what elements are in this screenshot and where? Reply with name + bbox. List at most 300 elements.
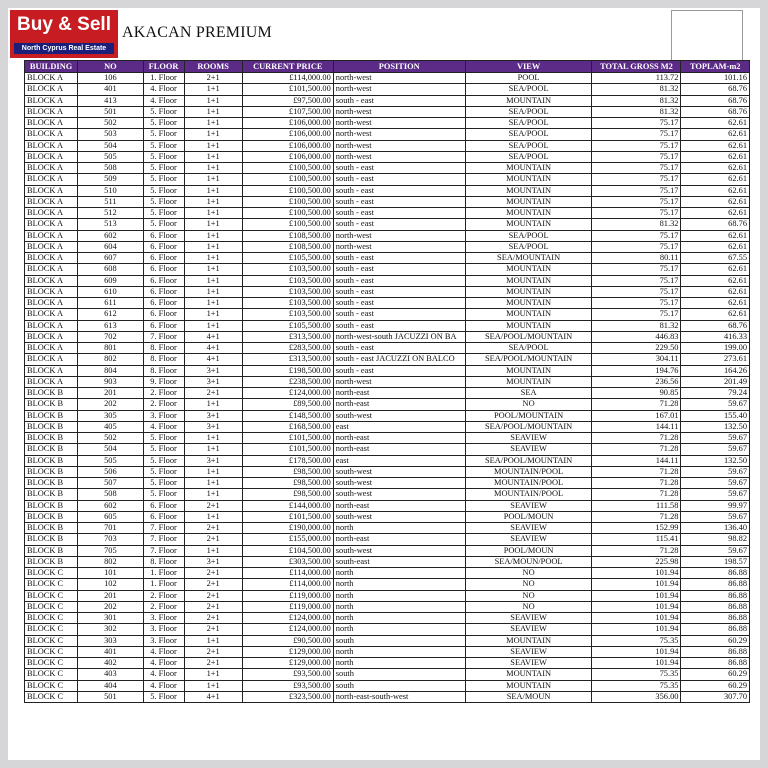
cell-building: BLOCK B [25, 444, 78, 455]
cell-no: 705 [78, 545, 143, 556]
cell-view: NO [465, 601, 592, 612]
cell-gross-m2: 101.94 [592, 613, 681, 624]
cell-no: 602 [78, 230, 143, 241]
cell-position: north [333, 523, 465, 534]
cell-toplam-m2: 62.61 [681, 230, 750, 241]
cell-no: 801 [78, 343, 143, 354]
cell-position: north-west [333, 73, 465, 84]
cell-floor: 7. Floor [143, 523, 184, 534]
cell-rooms: 3+1 [184, 376, 242, 387]
cell-floor: 1. Floor [143, 568, 184, 579]
cell-toplam-m2: 164.26 [681, 365, 750, 376]
cell-toplam-m2: 68.76 [681, 106, 750, 117]
cell-building: BLOCK C [25, 680, 78, 691]
cell-toplam-m2: 86.88 [681, 568, 750, 579]
cell-rooms: 1+1 [184, 241, 242, 252]
cell-no: 505 [78, 151, 143, 162]
cell-toplam-m2: 59.67 [681, 399, 750, 410]
cell-view: POOL/MOUNTAIN [465, 410, 592, 421]
cell-toplam-m2: 62.61 [681, 140, 750, 151]
cell-building: BLOCK C [25, 590, 78, 601]
cell-position: south - east JACUZZI ON BALCO [333, 354, 465, 365]
cell-price: £148,500.00 [242, 410, 333, 421]
cell-toplam-m2: 201.49 [681, 376, 750, 387]
cell-building: BLOCK B [25, 545, 78, 556]
cell-floor: 5. Floor [143, 691, 184, 702]
cell-floor: 5. Floor [143, 163, 184, 174]
cell-position: north [333, 613, 465, 624]
cell-building: BLOCK C [25, 669, 78, 680]
cell-gross-m2: 71.28 [592, 399, 681, 410]
cell-toplam-m2: 86.88 [681, 658, 750, 669]
cell-no: 802 [78, 556, 143, 567]
cell-price: £101,500.00 [242, 433, 333, 444]
cell-rooms: 3+1 [184, 365, 242, 376]
cell-view: MOUNTAIN/POOL [465, 466, 592, 477]
cell-rooms: 1+1 [184, 151, 242, 162]
cell-gross-m2: 80.11 [592, 253, 681, 264]
cell-no: 404 [78, 680, 143, 691]
column-header-floor: FLOOR [143, 61, 184, 73]
cell-floor: 6. Floor [143, 241, 184, 252]
cell-price: £98,500.00 [242, 466, 333, 477]
cell-no: 702 [78, 331, 143, 342]
cell-price: £100,500.00 [242, 174, 333, 185]
cell-building: BLOCK A [25, 286, 78, 297]
cell-gross-m2: 113.72 [592, 73, 681, 84]
cell-gross-m2: 71.28 [592, 545, 681, 556]
cell-toplam-m2: 59.67 [681, 444, 750, 455]
cell-position: south - east [333, 286, 465, 297]
cell-floor: 5. Floor [143, 129, 184, 140]
cell-position: south - east [333, 264, 465, 275]
cell-toplam-m2: 67.55 [681, 253, 750, 264]
cell-view: SEA/POOL [465, 241, 592, 252]
cell-rooms: 2+1 [184, 646, 242, 657]
cell-position: south [333, 669, 465, 680]
cell-floor: 8. Floor [143, 343, 184, 354]
cell-floor: 8. Floor [143, 365, 184, 376]
cell-toplam-m2: 136.40 [681, 523, 750, 534]
cell-rooms: 1+1 [184, 309, 242, 320]
cell-toplam-m2: 59.67 [681, 545, 750, 556]
table-row [25, 241, 750, 252]
table-row [25, 635, 750, 646]
cell-rooms: 4+1 [184, 354, 242, 365]
cell-position: south-west [333, 489, 465, 500]
cell-floor: 1. Floor [143, 73, 184, 84]
cell-gross-m2: 75.17 [592, 298, 681, 309]
cell-floor: 6. Floor [143, 320, 184, 331]
cell-building: BLOCK A [25, 106, 78, 117]
cell-position: north-west [333, 376, 465, 387]
cell-toplam-m2: 99.97 [681, 500, 750, 511]
cell-rooms: 1+1 [184, 230, 242, 241]
cell-no: 513 [78, 219, 143, 230]
cell-position: north-west [333, 230, 465, 241]
cell-toplam-m2: 307.70 [681, 691, 750, 702]
cell-floor: 4. Floor [143, 84, 184, 95]
cell-price: £97,500.00 [242, 95, 333, 106]
cell-price: £313,500.00 [242, 354, 333, 365]
cell-toplam-m2: 199.00 [681, 343, 750, 354]
cell-view: MOUNTAIN [465, 376, 592, 387]
cell-floor: 4. Floor [143, 421, 184, 432]
cell-gross-m2: 75.17 [592, 174, 681, 185]
cell-toplam-m2: 62.61 [681, 241, 750, 252]
table-row [25, 309, 750, 320]
cell-view: POOL/MOUN [465, 545, 592, 556]
cell-position: south - east [333, 320, 465, 331]
cell-price: £103,500.00 [242, 275, 333, 286]
cell-view: SEA/POOL [465, 343, 592, 354]
cell-view: SEAVIEW [465, 433, 592, 444]
cell-position: north [333, 568, 465, 579]
cell-view: POOL [465, 73, 592, 84]
cell-gross-m2: 194.76 [592, 365, 681, 376]
cell-price: £100,500.00 [242, 208, 333, 219]
cell-floor: 4. Floor [143, 95, 184, 106]
cell-gross-m2: 71.28 [592, 478, 681, 489]
cell-gross-m2: 75.17 [592, 309, 681, 320]
cell-toplam-m2: 59.67 [681, 433, 750, 444]
cell-building: BLOCK B [25, 500, 78, 511]
logo-tagline: North Cyprus Real Estate [14, 43, 114, 54]
cell-view: SEAVIEW [465, 523, 592, 534]
cell-view: MOUNTAIN/POOL [465, 478, 592, 489]
cell-building: BLOCK B [25, 478, 78, 489]
table-row [25, 658, 750, 669]
cell-floor: 3. Floor [143, 624, 184, 635]
cell-floor: 2. Floor [143, 399, 184, 410]
cell-gross-m2: 152.99 [592, 523, 681, 534]
cell-building: BLOCK B [25, 399, 78, 410]
table-row [25, 410, 750, 421]
cell-no: 505 [78, 455, 143, 466]
cell-rooms: 2+1 [184, 523, 242, 534]
cell-toplam-m2: 86.88 [681, 579, 750, 590]
cell-position: north-west-south JACUZZI ON BA [333, 331, 465, 342]
cell-no: 604 [78, 241, 143, 252]
table-row [25, 219, 750, 230]
cell-no: 302 [78, 624, 143, 635]
cell-view: MOUNTAIN [465, 635, 592, 646]
cell-position: north [333, 646, 465, 657]
cell-view: MOUNTAIN [465, 309, 592, 320]
cell-no: 503 [78, 129, 143, 140]
cell-position: north-east [333, 444, 465, 455]
cell-position: south - east [333, 163, 465, 174]
cell-price: £106,000.00 [242, 140, 333, 151]
cell-view: SEA/MOUNTAIN [465, 253, 592, 264]
cell-toplam-m2: 86.88 [681, 601, 750, 612]
cell-toplam-m2: 59.67 [681, 466, 750, 477]
cell-view: SEAVIEW [465, 613, 592, 624]
table-row [25, 140, 750, 151]
cell-price: £104,500.00 [242, 545, 333, 556]
cell-no: 101 [78, 568, 143, 579]
cell-view: SEAVIEW [465, 444, 592, 455]
cell-price: £119,000.00 [242, 601, 333, 612]
cell-rooms: 1+1 [184, 511, 242, 522]
cell-toplam-m2: 79.24 [681, 388, 750, 399]
cell-floor: 5. Floor [143, 478, 184, 489]
cell-price: £144,000.00 [242, 500, 333, 511]
cell-view: NO [465, 579, 592, 590]
cell-toplam-m2: 101.16 [681, 73, 750, 84]
cell-position: north-west [333, 151, 465, 162]
cell-view: SEA/POOL [465, 84, 592, 95]
empty-corner-box [671, 10, 743, 62]
cell-no: 303 [78, 635, 143, 646]
cell-gross-m2: 81.32 [592, 95, 681, 106]
cell-rooms: 4+1 [184, 331, 242, 342]
table-row [25, 354, 750, 365]
cell-rooms: 1+1 [184, 635, 242, 646]
table-row [25, 151, 750, 162]
cell-no: 102 [78, 579, 143, 590]
cell-building: BLOCK A [25, 84, 78, 95]
cell-floor: 6. Floor [143, 264, 184, 275]
cell-rooms: 3+1 [184, 410, 242, 421]
cell-building: BLOCK A [25, 129, 78, 140]
cell-toplam-m2: 68.76 [681, 219, 750, 230]
cell-position: north-east [333, 500, 465, 511]
table-body [25, 73, 750, 703]
cell-rooms: 2+1 [184, 590, 242, 601]
cell-view: SEA [465, 388, 592, 399]
table-row [25, 343, 750, 354]
cell-no: 605 [78, 511, 143, 522]
cell-rooms: 1+1 [184, 478, 242, 489]
cell-position: south-west [333, 478, 465, 489]
cell-view: MOUNTAIN [465, 174, 592, 185]
cell-toplam-m2: 60.29 [681, 680, 750, 691]
cell-building: BLOCK B [25, 410, 78, 421]
cell-rooms: 1+1 [184, 466, 242, 477]
cell-floor: 3. Floor [143, 635, 184, 646]
cell-gross-m2: 115.41 [592, 534, 681, 545]
cell-floor: 5. Floor [143, 151, 184, 162]
cell-position: north [333, 658, 465, 669]
cell-price: £114,000.00 [242, 579, 333, 590]
cell-toplam-m2: 62.61 [681, 196, 750, 207]
cell-price: £178,500.00 [242, 455, 333, 466]
cell-view: SEA/MOUN [465, 691, 592, 702]
cell-rooms: 1+1 [184, 286, 242, 297]
cell-rooms: 1+1 [184, 433, 242, 444]
table-row [25, 286, 750, 297]
table-row [25, 84, 750, 95]
cell-price: £105,500.00 [242, 253, 333, 264]
cell-gross-m2: 144.11 [592, 455, 681, 466]
cell-building: BLOCK A [25, 253, 78, 264]
cell-gross-m2: 229.50 [592, 343, 681, 354]
table-row [25, 455, 750, 466]
cell-price: £98,500.00 [242, 478, 333, 489]
cell-gross-m2: 75.17 [592, 286, 681, 297]
cell-position: north-west [333, 106, 465, 117]
cell-floor: 4. Floor [143, 680, 184, 691]
cell-building: BLOCK A [25, 151, 78, 162]
column-header-rooms: ROOMS [184, 61, 242, 73]
cell-gross-m2: 75.17 [592, 275, 681, 286]
cell-view: SEA/POOL [465, 140, 592, 151]
cell-no: 202 [78, 601, 143, 612]
cell-building: BLOCK B [25, 556, 78, 567]
cell-floor: 9. Floor [143, 376, 184, 387]
cell-building: BLOCK A [25, 230, 78, 241]
cell-gross-m2: 90.85 [592, 388, 681, 399]
cell-toplam-m2: 62.61 [681, 298, 750, 309]
cell-gross-m2: 75.17 [592, 208, 681, 219]
cell-building: BLOCK C [25, 601, 78, 612]
table-row [25, 365, 750, 376]
cell-price: £103,500.00 [242, 286, 333, 297]
cell-gross-m2: 75.17 [592, 185, 681, 196]
table-row [25, 298, 750, 309]
cell-floor: 4. Floor [143, 669, 184, 680]
cell-building: BLOCK A [25, 320, 78, 331]
company-logo [10, 10, 118, 58]
cell-floor: 5. Floor [143, 444, 184, 455]
cell-view: SEAVIEW [465, 500, 592, 511]
cell-rooms: 4+1 [184, 691, 242, 702]
cell-position: south - east [333, 185, 465, 196]
cell-position: south - east [333, 196, 465, 207]
cell-rooms: 2+1 [184, 579, 242, 590]
cell-floor: 6. Floor [143, 511, 184, 522]
cell-position: east [333, 421, 465, 432]
cell-no: 501 [78, 691, 143, 702]
cell-no: 506 [78, 466, 143, 477]
cell-price: £108,500.00 [242, 230, 333, 241]
cell-view: SEA/POOL [465, 230, 592, 241]
table-row [25, 331, 750, 342]
cell-toplam-m2: 132.50 [681, 455, 750, 466]
cell-no: 602 [78, 500, 143, 511]
cell-price: £106,000.00 [242, 151, 333, 162]
cell-rooms: 1+1 [184, 545, 242, 556]
cell-building: BLOCK A [25, 196, 78, 207]
cell-rooms: 2+1 [184, 568, 242, 579]
cell-rooms: 1+1 [184, 264, 242, 275]
cell-no: 612 [78, 309, 143, 320]
cell-toplam-m2: 273.61 [681, 354, 750, 365]
cell-rooms: 2+1 [184, 534, 242, 545]
cell-building: BLOCK A [25, 298, 78, 309]
cell-gross-m2: 81.32 [592, 219, 681, 230]
cell-no: 202 [78, 399, 143, 410]
cell-floor: 1. Floor [143, 579, 184, 590]
cell-floor: 7. Floor [143, 331, 184, 342]
table-row [25, 680, 750, 691]
cell-no: 508 [78, 163, 143, 174]
table-row [25, 646, 750, 657]
cell-gross-m2: 75.35 [592, 635, 681, 646]
table-row [25, 399, 750, 410]
cell-building: BLOCK A [25, 241, 78, 252]
cell-position: south-west [333, 466, 465, 477]
column-header-toplam-m2: TOPLAM-m2 [681, 61, 750, 73]
cell-rooms: 4+1 [184, 343, 242, 354]
column-header-building: BUILDING [25, 61, 78, 73]
cell-gross-m2: 75.17 [592, 163, 681, 174]
cell-view: MOUNTAIN [465, 95, 592, 106]
cell-toplam-m2: 68.76 [681, 95, 750, 106]
cell-no: 609 [78, 275, 143, 286]
cell-floor: 6. Floor [143, 309, 184, 320]
cell-rooms: 1+1 [184, 84, 242, 95]
cell-gross-m2: 81.32 [592, 320, 681, 331]
cell-price: £124,000.00 [242, 624, 333, 635]
cell-toplam-m2: 86.88 [681, 624, 750, 635]
cell-price: £100,500.00 [242, 163, 333, 174]
cell-position: north-west [333, 84, 465, 95]
cell-price: £283,500.00 [242, 343, 333, 354]
table-row [25, 478, 750, 489]
column-header-position: POSITION [333, 61, 465, 73]
cell-price: £119,000.00 [242, 590, 333, 601]
cell-gross-m2: 71.28 [592, 511, 681, 522]
cell-view: MOUNTAIN [465, 185, 592, 196]
cell-building: BLOCK A [25, 264, 78, 275]
cell-position: south - east [333, 219, 465, 230]
cell-price: £101,500.00 [242, 444, 333, 455]
cell-toplam-m2: 62.61 [681, 208, 750, 219]
cell-rooms: 1+1 [184, 140, 242, 151]
cell-building: BLOCK B [25, 388, 78, 399]
cell-price: £124,000.00 [242, 388, 333, 399]
cell-toplam-m2: 62.61 [681, 264, 750, 275]
cell-floor: 5. Floor [143, 140, 184, 151]
table-row [25, 466, 750, 477]
cell-view: SEAVIEW [465, 624, 592, 635]
cell-gross-m2: 75.17 [592, 140, 681, 151]
table-row [25, 208, 750, 219]
cell-floor: 5. Floor [143, 118, 184, 129]
cell-price: £101,500.00 [242, 511, 333, 522]
cell-building: BLOCK A [25, 208, 78, 219]
cell-no: 507 [78, 478, 143, 489]
table-row [25, 613, 750, 624]
cell-building: BLOCK C [25, 568, 78, 579]
cell-price: £323,500.00 [242, 691, 333, 702]
table-row [25, 73, 750, 84]
cell-floor: 6. Floor [143, 253, 184, 264]
cell-rooms: 1+1 [184, 320, 242, 331]
table-row [25, 118, 750, 129]
cell-rooms: 1+1 [184, 95, 242, 106]
cell-view: NO [465, 590, 592, 601]
cell-position: south - east [333, 275, 465, 286]
cell-gross-m2: 71.28 [592, 433, 681, 444]
cell-building: BLOCK B [25, 511, 78, 522]
cell-toplam-m2: 62.61 [681, 118, 750, 129]
table-row [25, 669, 750, 680]
cell-rooms: 1+1 [184, 275, 242, 286]
cell-rooms: 1+1 [184, 129, 242, 140]
cell-view: MOUNTAIN [465, 286, 592, 297]
cell-gross-m2: 75.35 [592, 680, 681, 691]
cell-floor: 6. Floor [143, 286, 184, 297]
cell-toplam-m2: 62.61 [681, 185, 750, 196]
cell-toplam-m2: 86.88 [681, 613, 750, 624]
cell-building: BLOCK A [25, 73, 78, 84]
cell-no: 802 [78, 354, 143, 365]
cell-price: £129,000.00 [242, 658, 333, 669]
cell-toplam-m2: 62.61 [681, 286, 750, 297]
